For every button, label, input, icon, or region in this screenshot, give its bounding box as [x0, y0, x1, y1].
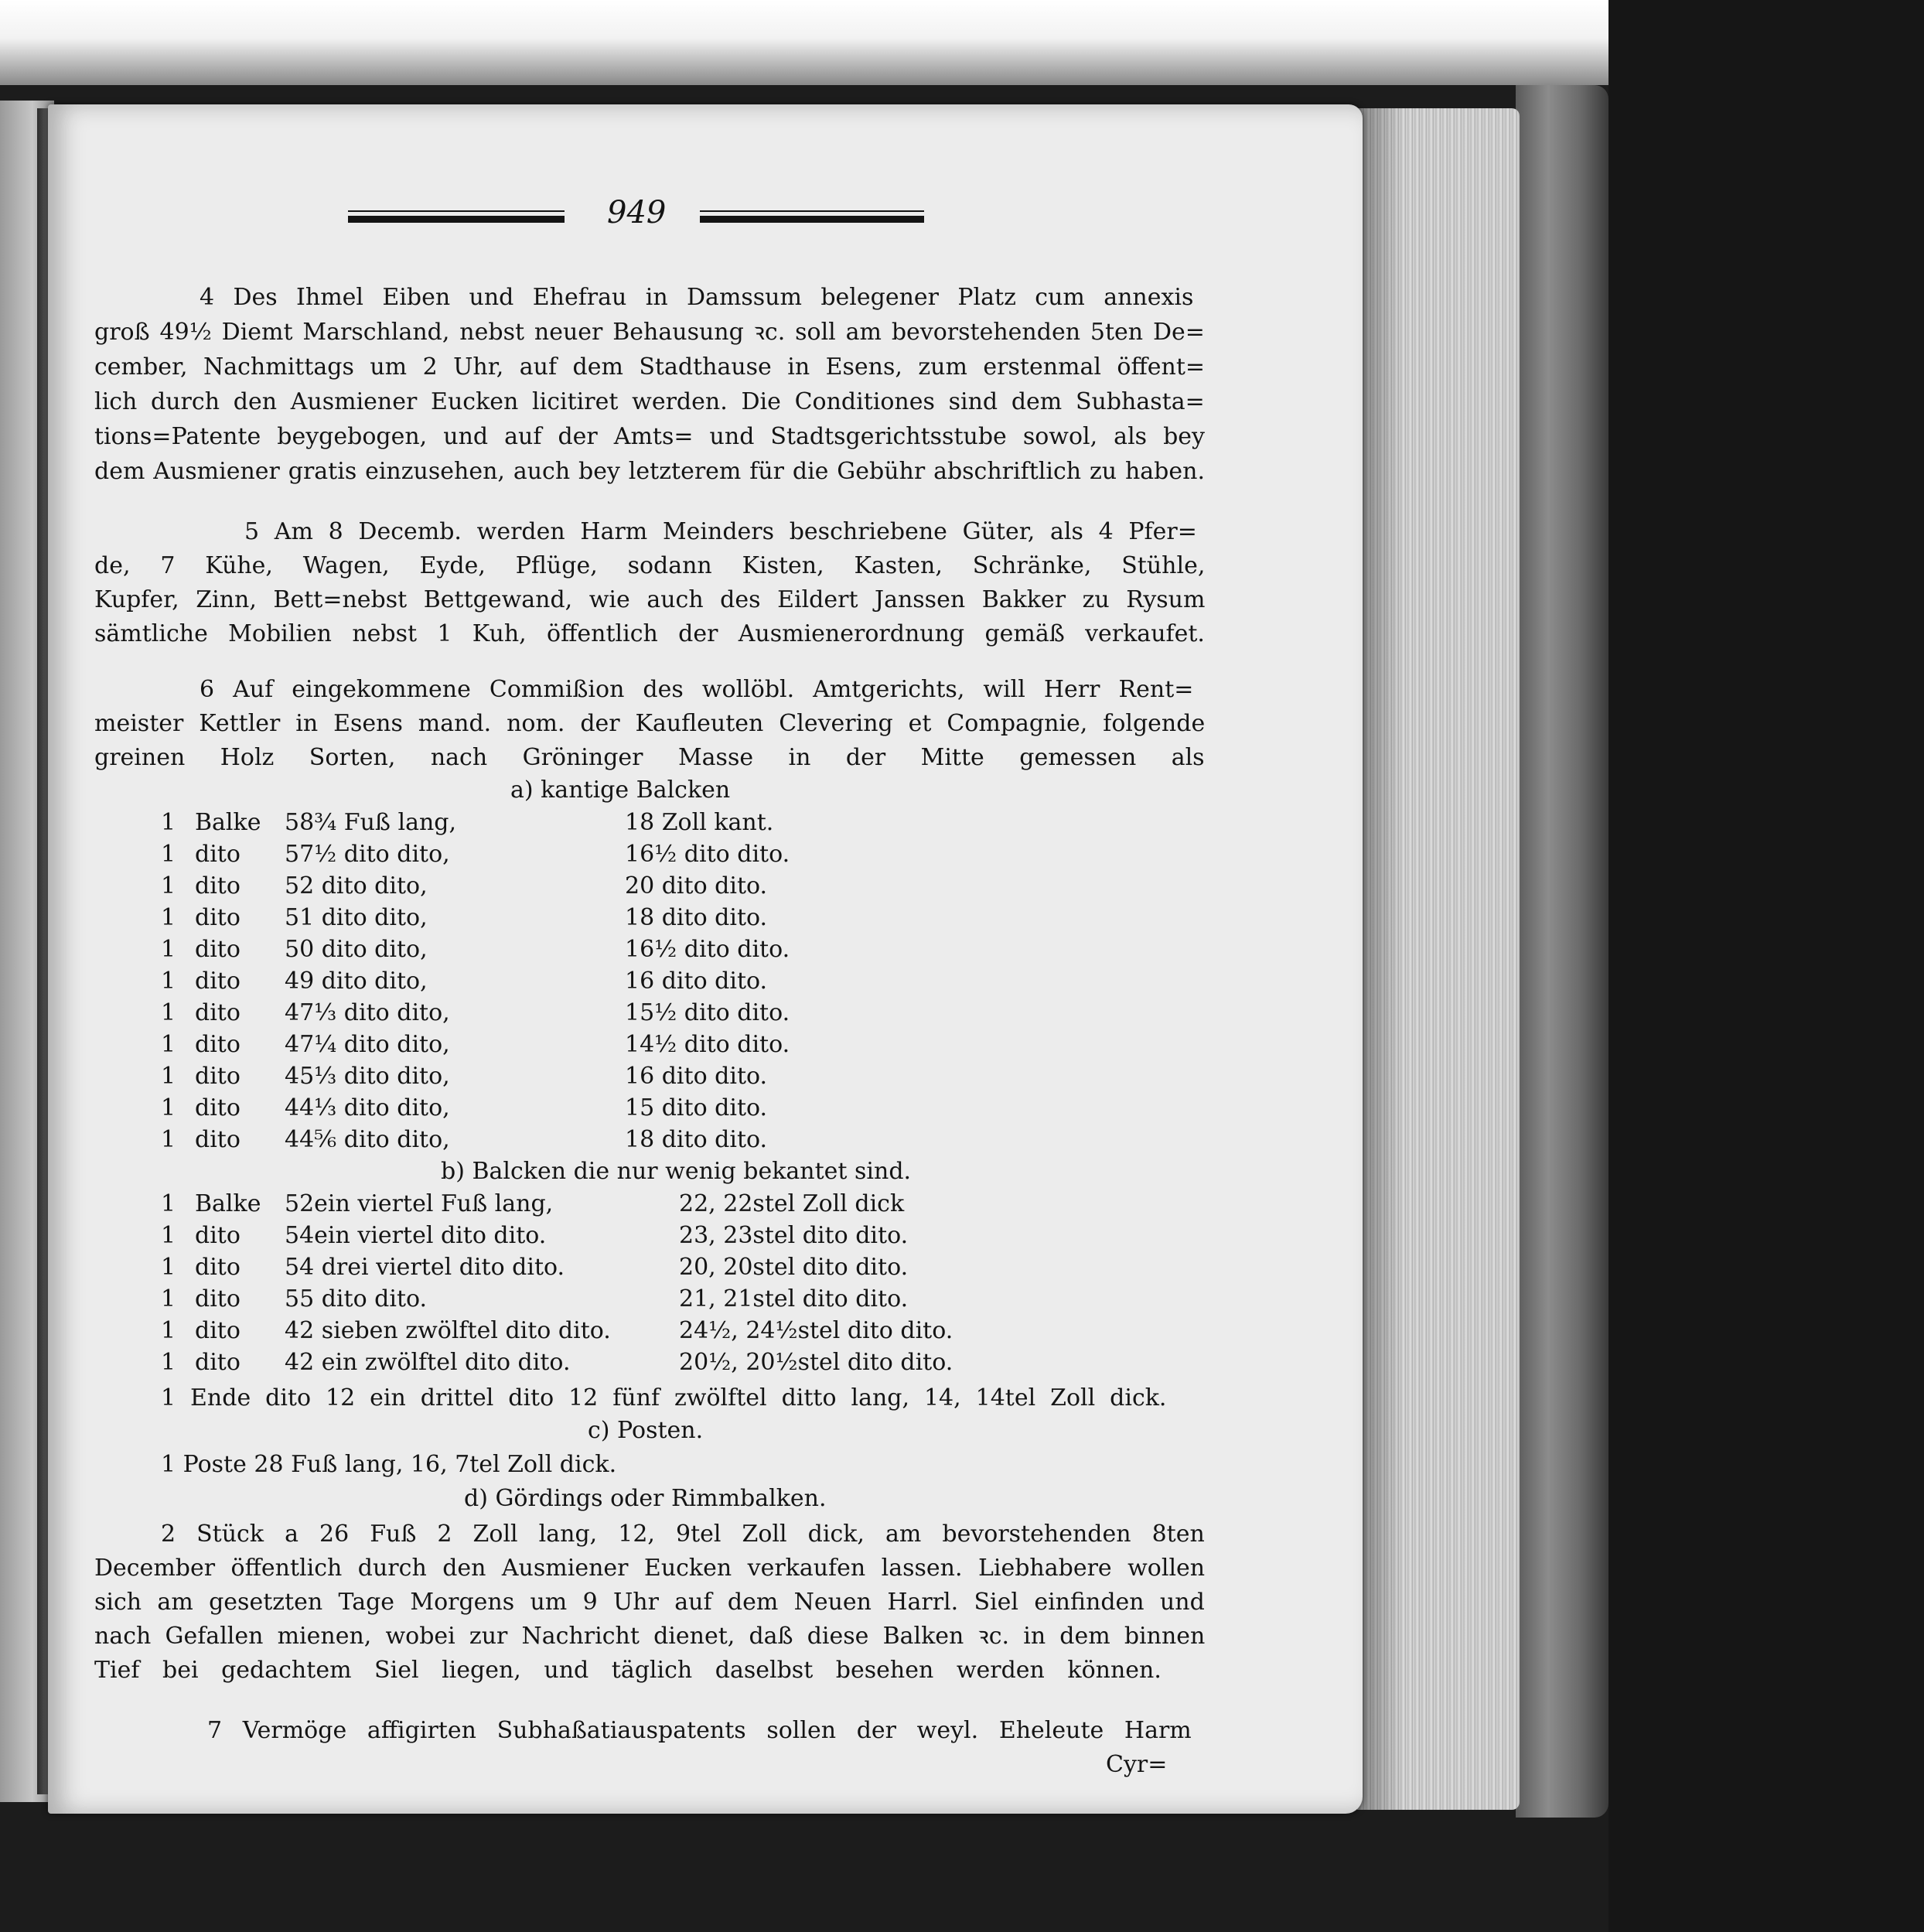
cell-name: dito [195, 1317, 240, 1344]
cell-name: dito [195, 904, 240, 931]
item-7-line: 7 Vermöge affigirten Subhaßatiauspatents sollen der weyl. Eheleute Harm [207, 1717, 1192, 1744]
cell-thickness: 24½, 24½stel dito dito. [679, 1317, 953, 1344]
cell-name: dito [195, 1063, 240, 1090]
cell-length: 49 dito dito, [285, 968, 428, 995]
page-number: 949 [607, 195, 667, 230]
cell-thickness: 20½, 20½stel dito dito. [679, 1349, 953, 1376]
page-edge-shadow [1357, 108, 1404, 1810]
cell-length: 50 dito dito, [285, 936, 428, 963]
cell-name: dito [195, 968, 240, 995]
section-d-heading: d) Gördings oder Rimmbalken. [464, 1485, 827, 1512]
cell-thickness: 22, 22stel Zoll dick [679, 1190, 905, 1217]
text-line: 6 Auf eingekommene Commißion des wollöbl. Amtgerichts, will Herr Rent= [200, 676, 1194, 703]
cell-qty: 1 [161, 1094, 176, 1121]
page-header [348, 195, 924, 238]
cell-thickness: 16 dito dito. [625, 968, 768, 995]
cell-name: dito [195, 999, 240, 1026]
cell-name: dito [195, 872, 240, 899]
cell-length: 42 sieben zwölftel dito dito. [285, 1317, 611, 1344]
cell-length: 52ein viertel Fuß lang, [285, 1190, 554, 1217]
cell-length: 54 drei viertel dito dito. [285, 1254, 565, 1281]
cell-qty: 1 [161, 1031, 176, 1058]
cell-thickness: 18 dito dito. [625, 904, 768, 931]
catchword: Cyr= [1106, 1751, 1168, 1778]
cell-thickness: 16½ dito dito. [625, 841, 790, 868]
book-cover-edge [1516, 85, 1608, 1818]
cell-thickness: 16½ dito dito. [625, 936, 790, 963]
section-b-heading: b) Balcken die nur wenig bekantet sind. [441, 1158, 912, 1185]
cell-thickness: 18 Zoll kant. [625, 809, 774, 836]
cell-thickness: 16 dito dito. [625, 1063, 768, 1090]
cell-qty: 1 [161, 1254, 176, 1281]
background-right [1608, 0, 1924, 1932]
cell-qty: 1 [161, 809, 176, 836]
cell-qty: 1 [161, 1317, 176, 1344]
cell-name: dito [195, 1094, 240, 1121]
cell-thickness: 23, 23stel dito dito. [679, 1222, 909, 1249]
cell-qty: 1 [161, 1190, 176, 1217]
cell-qty: 1 [161, 1285, 176, 1312]
cell-length: 44⅚ dito dito, [285, 1126, 450, 1153]
header-rule-left [348, 216, 565, 223]
cell-thickness: 15 dito dito. [625, 1094, 768, 1121]
text-line: 4 Des Ihmel Eiben und Ehefrau in Damssum belegener Platz cum annexis [200, 284, 1194, 311]
text-line: groß 49½ Diemt Marschland, nebst neuer Behausung ꝛc. soll am bevorstehenden 5ten De= [94, 319, 1205, 346]
cell-name: dito [195, 1349, 240, 1376]
cell-name: Balke [195, 1190, 261, 1217]
cell-name: dito [195, 1254, 240, 1281]
cell-length: 52 dito dito, [285, 872, 428, 899]
cell-length: 51 dito dito, [285, 904, 428, 931]
cell-name: dito [195, 1126, 240, 1153]
text-line: dem Ausmiener gratis einzusehen, auch bey letzterem für die Gebühr abschriftlich zu haben. [94, 458, 1205, 485]
cell-length: 45⅓ dito dito, [285, 1063, 450, 1090]
cell-length: 42 ein zwölftel dito dito. [285, 1349, 571, 1376]
text-line: Kupfer, Zinn, Bett=nebst Bettgewand, wie auch des Eildert Janssen Bakker zu Rysum [94, 586, 1206, 613]
cell-thickness: 20, 20stel dito dito. [679, 1254, 909, 1281]
cell-thickness: 18 dito dito. [625, 1126, 768, 1153]
cell-thickness: 20 dito dito. [625, 872, 768, 899]
text-line: 5 Am 8 Decemb. werden Harm Meinders beschriebene Güter, als 4 Pfer= [244, 518, 1197, 545]
section-c-heading: c) Posten. [588, 1417, 704, 1444]
section-c-row: 1 Poste 28 Fuß lang, 16, 7tel Zoll dick. [161, 1451, 617, 1478]
section-b-extra-line: 1 Ende dito 12 ein drittel dito 12 fünf zwölftel ditto lang, 14, 14tel Zoll dick. [161, 1384, 1167, 1411]
cell-thickness: 15½ dito dito. [625, 999, 790, 1026]
cell-name: dito [195, 1031, 240, 1058]
text-line: meister Kettler in Esens mand. nom. der Kaufleuten Clevering et Compagnie, folgende [94, 710, 1206, 737]
text-line: tions=Patente beygebogen, und auf der Amts= und Stadtsgerichtsstube sowol, als bey [94, 423, 1205, 450]
text-line: sämtliche Mobilien nebst 1 Kuh, öffentlich der Ausmienerordnung gemäß verkaufet. [94, 620, 1205, 647]
text-line: 2 Stück a 26 Fuß 2 Zoll lang, 12, 9tel Zoll dick, am bevorstehenden 8ten [161, 1521, 1205, 1548]
section-a-heading: a) kantige Balcken [510, 777, 731, 804]
cell-length: 54ein viertel dito dito. [285, 1222, 547, 1249]
text-line: nach Gefallen mienen, wobei zur Nachricht dienet, daß diese Balken ꝛc. in dem binnen [94, 1623, 1206, 1650]
cell-length: 44⅓ dito dito, [285, 1094, 450, 1121]
header-rule-right [700, 216, 924, 223]
cell-name: dito [195, 841, 240, 868]
text-line: lich durch den Ausmiener Eucken licitiret werden. Die Conditiones sind dem Subhasta= [94, 388, 1205, 415]
cell-thickness: 14½ dito dito. [625, 1031, 790, 1058]
cell-qty: 1 [161, 1126, 176, 1153]
text-line: cember, Nachmittags um 2 Uhr, auf dem Stadthause in Esens, zum erstenmal öffent= [94, 353, 1206, 381]
text-line: sich am gesetzten Tage Morgens um 9 Uhr auf dem Neuen Harrl. Siel einfinden und [94, 1589, 1205, 1616]
cell-name: dito [195, 1222, 240, 1249]
cell-qty: 1 [161, 999, 176, 1026]
text-line: Tief bei gedachtem Siel liegen, und täglich daselbst besehen werden können. [94, 1657, 1162, 1684]
cell-length: 47¼ dito dito, [285, 1031, 450, 1058]
cell-length: 47⅓ dito dito, [285, 999, 450, 1026]
cell-qty: 1 [161, 1349, 176, 1376]
cell-qty: 1 [161, 1222, 176, 1249]
cell-thickness: 21, 21stel dito dito. [679, 1285, 909, 1312]
cell-qty: 1 [161, 904, 176, 931]
cell-name: dito [195, 1285, 240, 1312]
cell-length: 55 dito dito. [285, 1285, 428, 1312]
text-line: de, 7 Kühe, Wagen, Eyde, Pflüge, sodann Kisten, Kasten, Schränke, Stühle, [94, 552, 1206, 579]
cell-qty: 1 [161, 1063, 176, 1090]
text-line: greinen Holz Sorten, nach Gröninger Masse in der Mitte gemessen als [94, 744, 1205, 771]
cell-length: 57½ dito dito, [285, 841, 450, 868]
cell-qty: 1 [161, 841, 176, 868]
cell-qty: 1 [161, 936, 176, 963]
cell-qty: 1 [161, 872, 176, 899]
cell-length: 58¾ Fuß lang, [285, 809, 457, 836]
cell-name: Balke [195, 809, 261, 836]
cell-name: dito [195, 936, 240, 963]
cell-qty: 1 [161, 968, 176, 995]
text-line: December öffentlich durch den Ausmiener Eucken verkaufen lassen. Liebhabere wollen [94, 1555, 1206, 1582]
